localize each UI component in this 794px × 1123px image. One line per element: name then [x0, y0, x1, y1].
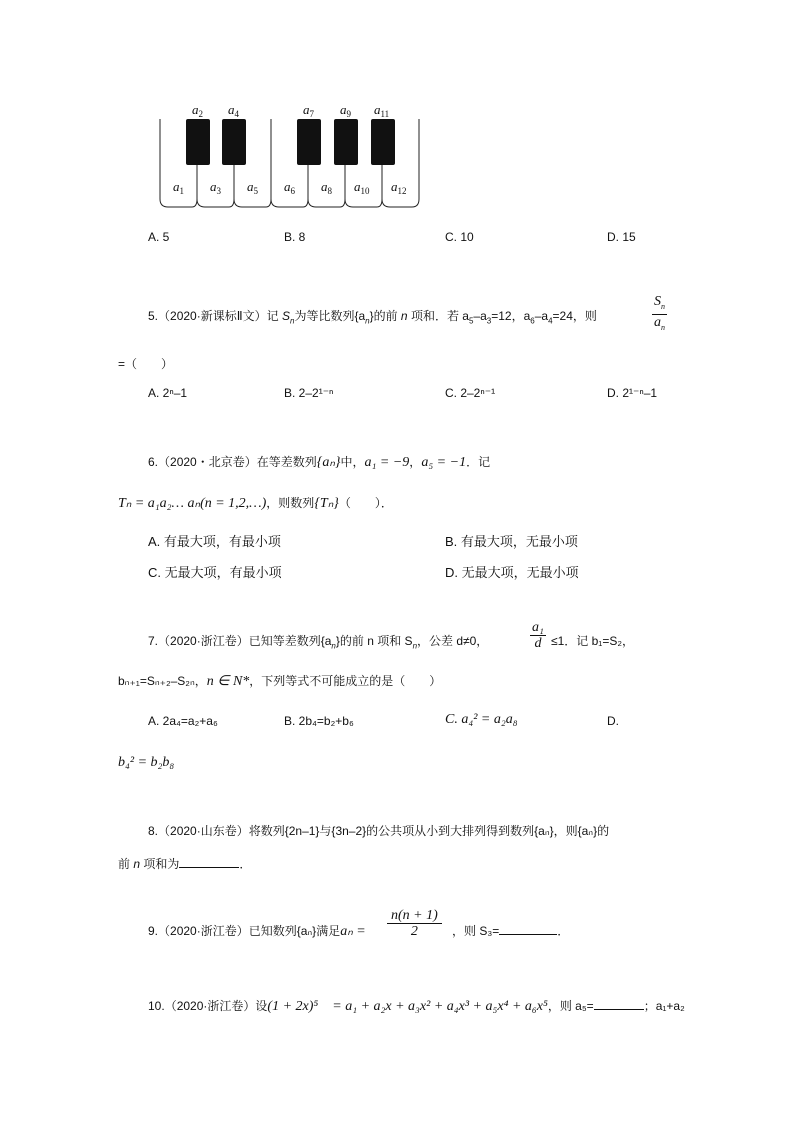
q7-option-d-formula: b₄² = b₂b₈ — [118, 755, 175, 770]
q6-number: 6. — [148, 455, 159, 469]
q9-fraction: $\frac{n(n + 1)}{2}$ — [387, 908, 442, 939]
black-key — [297, 119, 321, 165]
q7-option-c: C. a₄² = a₂a₈ — [445, 712, 518, 727]
q8-number: 8. — [148, 824, 159, 838]
q8-stem: 8.（2020·山东卷）将数列{2n–1}与{3n–2}的公共项从小到大排列得到数列{aₙ}，则{aₙ}的 — [148, 824, 610, 838]
white-key-label: $a_3$ — [210, 179, 221, 196]
answer-blank[interactable] — [499, 922, 557, 935]
q6-option-a: A. 有最大项，有最小项 — [148, 534, 281, 549]
q4-option-a: A. 5 — [148, 230, 170, 244]
q9-source: （2020·浙江卷） — [158, 924, 249, 938]
q6-option-d: D. 无最大项，无最小项 — [445, 565, 579, 580]
black-key-label: $a_7$ — [303, 102, 314, 119]
black-key — [371, 119, 395, 165]
black-key-label: $a_4$ — [228, 102, 239, 119]
white-key-label: $a_{12}$ — [391, 179, 407, 196]
q5-option-c: C. 2–2ⁿ⁻¹ — [445, 386, 496, 400]
q9-number: 9. — [148, 924, 159, 938]
q5-option-d: D. 2¹⁻ⁿ–1 — [607, 386, 658, 400]
q5-fraction: $\frac{S_n}{a_n}$ — [654, 294, 665, 332]
q7-line2: bₙ₊₁=Sₙ₊₂–S₂ₙ，n ∈ N*，下列等式不可能成立的是（ ） — [118, 674, 442, 689]
q7-option-a: A. 2a₄=a₂+a₆ — [148, 714, 218, 728]
answer-blank[interactable] — [594, 997, 644, 1010]
white-key-label: $a_6$ — [284, 179, 295, 196]
q7-option-d: D. — [607, 714, 619, 728]
q8-source: （2020·山东卷） — [158, 824, 249, 838]
white-key-label: $a_{10}$ — [354, 179, 370, 196]
q9-stem: 9.（2020·浙江卷）已知数列{aₙ}满足aₙ = — [148, 924, 366, 939]
black-key — [222, 119, 246, 165]
q5-source: （2020·新课标Ⅱ文） — [158, 309, 267, 323]
q7-option-b: B. 2b₄=b₂+b₆ — [284, 714, 354, 728]
q10-number: 10. — [148, 999, 165, 1013]
q6-line2: Tₙ = a₁a₂… aₙ(n = 1,2,…)，则数列{Tₙ}（ ）． — [118, 496, 393, 511]
piano-keyboard-figure — [155, 95, 430, 213]
q7-fraction: $\frac{\text{a₁}}{d}$ — [532, 620, 544, 651]
q5-number: 5. — [148, 309, 159, 323]
white-key-label: $a_1$ — [173, 179, 184, 196]
q7-number: 7. — [148, 634, 159, 648]
q6-option-b: B. 有最大项，无最小项 — [445, 534, 578, 549]
answer-blank[interactable] — [179, 855, 239, 868]
q5-option-b: B. 2–2¹⁻ⁿ — [284, 386, 334, 400]
q5-option-a: A. 2ⁿ–1 — [148, 386, 188, 400]
black-key-label: $a_2$ — [192, 102, 203, 119]
black-key — [186, 119, 210, 165]
black-key-label: $a_9$ — [340, 102, 351, 119]
q7-stem-tail: ≤1．记 b₁=S₂， — [551, 634, 634, 648]
q4-option-b: B. 8 — [284, 230, 306, 244]
q8-line2: 前 n 项和为 ． — [118, 857, 252, 871]
white-key-label: $a_5$ — [247, 179, 258, 196]
q7-stem: 7.（2020·浙江卷）已知等差数列$\{a_n\}$的前 n 项和 $S_n$，公差 d≠0， — [148, 634, 489, 651]
white-key-label: $a_8$ — [321, 179, 332, 196]
q10-source: （2020·浙江卷） — [164, 999, 256, 1013]
q6-source: （2020・北京卷） — [158, 455, 257, 469]
q9-stem-tail: ，则 S₃= ． — [452, 924, 570, 938]
q6-stem: 6.（2020・北京卷）在等差数列{aₙ}中，a₁ = −9，a₅ = −1．记 — [148, 455, 491, 470]
black-key-label: $a_{11}$ — [374, 102, 390, 119]
q6-option-c: C. 无最大项，有最小项 — [148, 565, 282, 580]
q7-source: （2020·浙江卷） — [158, 634, 249, 648]
q4-option-d: D. 15 — [607, 230, 636, 244]
q10-stem: 10.（2020·浙江卷）设(1 + 2x)⁵ = a₁ + a₂x + a₃x² + a₄x³ + a₅x⁴ + a₆x⁵，则 a₅= ；a₁+a₂ — [148, 999, 685, 1014]
q4-option-c: C. 10 — [445, 230, 474, 244]
black-key — [334, 119, 358, 165]
q5-line2: =（ ） — [118, 357, 174, 371]
q5-stem: 5.（2020·新课标Ⅱ文）记 $S_n$为等比数列$\{a_n\}$的前 n 项和．若 $a_5-a_3=12$，$a_6-a_4=24$，则 — [148, 309, 597, 326]
